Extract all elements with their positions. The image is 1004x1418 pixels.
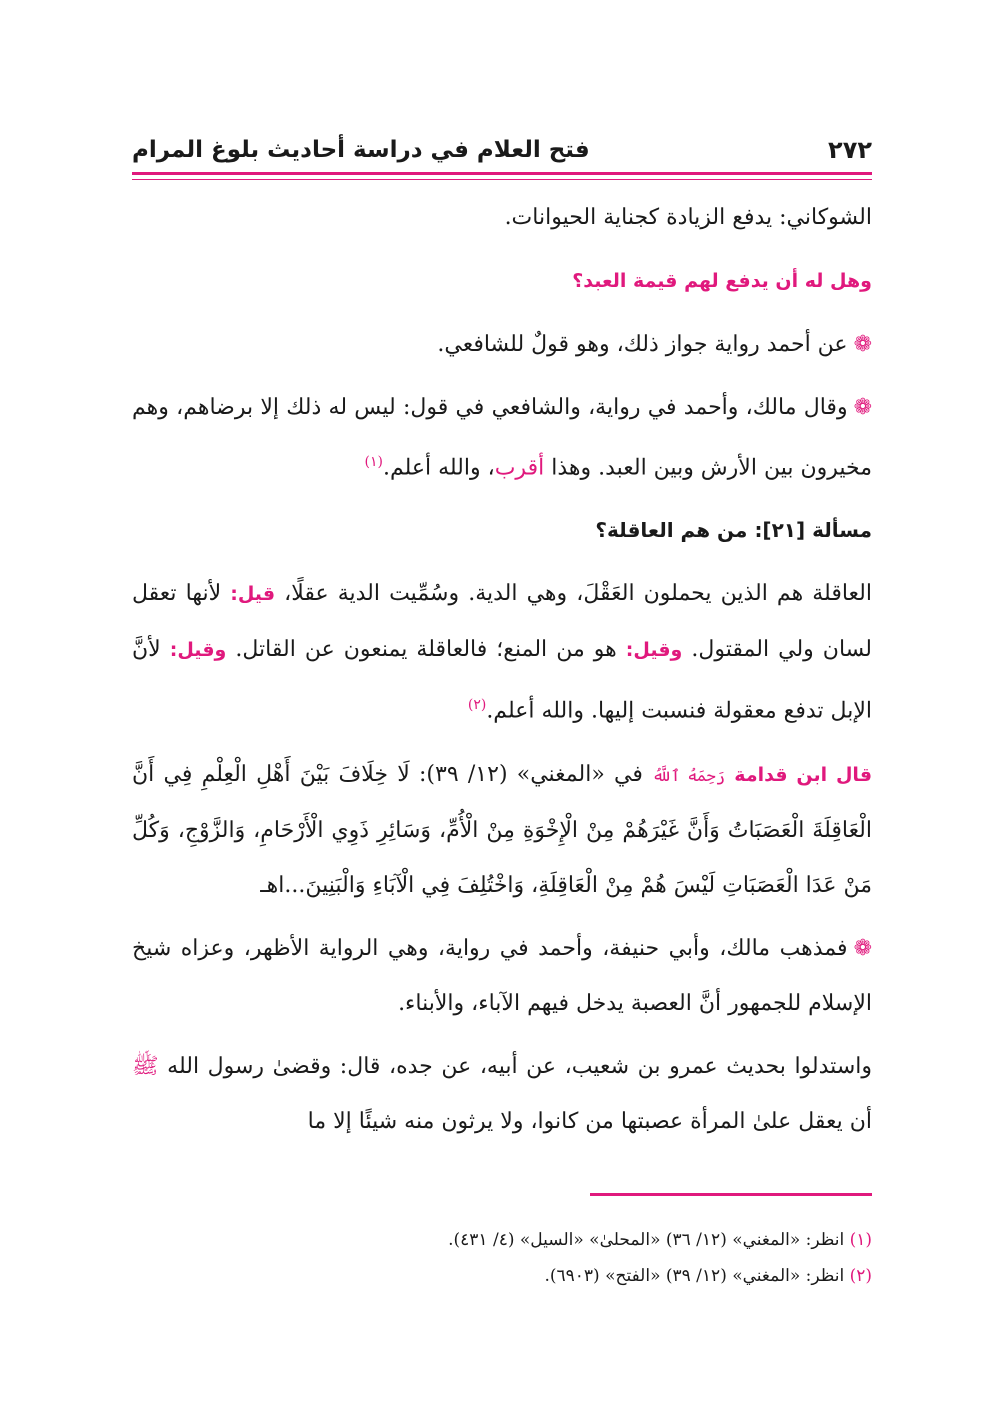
footnote-text: انظر: «المغني» (١٢/ ٣٦) «المحلىٰ» «السيل» (٤/ ٤٣١). <box>448 1230 845 1250</box>
text-segment: لأنَّ الإبل تدفع معقولة فنسبت إليها. والله أعلم. <box>132 637 872 724</box>
bullet-text: عن أحمد رواية جواز ذلك، وهو قولٌ للشافعي. <box>437 332 848 357</box>
flower-bullet-icon: ❁ <box>853 395 872 420</box>
qil-label: وقيل: <box>625 639 683 662</box>
quote-speaker: قال ابن قدامة <box>734 763 873 786</box>
footnote-2 <box>132 1258 872 1294</box>
quote-text: في «المغني» (١٢/ ٣٩): لَا خِلَافَ بَيْنَ أَهْلِ الْعِلْمِ فِي أَنَّ الْعَاقِلَةَ الْعَصَبَاتُ وَأَنَّ غَيْرَهُمْ مِنْ الْإِخْوَةِ مِنْ الْأُمِّ، وَسَائِرِ ذَوِي الْأَرْحَامِ، وَالزَّوْجِ، وَكُلِّ مَنْ عَدَا الْعَصَبَاتِ لَيْسَ هُمْ مِنْ الْعَاقِلَةِ، وَاخْتُلِفَ فِي الْآبَاءِ وَالْبَنِينَ...اهـ <box>132 761 872 898</box>
footnote-ref-1[interactable]: (١) <box>364 454 383 470</box>
bullet-text: وقال مالك، وأحمد في رواية، والشافعي في قول: ليس له ذلك إلا برضاهم، وهم مخيرون بين الأرش وبين العبد. وهذا <box>132 395 872 481</box>
question-text: وهل له أن يدفع لهم قيمة العبد؟ <box>572 270 872 292</box>
highlight-aqrab: أقرب <box>494 455 545 481</box>
book-title: فتح العلام في دراسة أحاديث بلوغ المرام <box>132 137 590 163</box>
page-header <box>132 130 872 170</box>
qil-label: قيل: <box>230 583 276 606</box>
bullet-text: فمذهب مالك، وأبي حنيفة، وأحمد في رواية، وهي الرواية الأظهر، وعزاه شيخ الإسلام للجمهور أنَّ العصبة يدخل فيهم الآباء، والأبناء. <box>132 935 872 1016</box>
bullet-end: ، والله أعلم. <box>382 455 495 481</box>
flower-bullet-icon: ❁ <box>853 332 872 357</box>
footnote-rule <box>590 1193 872 1196</box>
paragraph-shawkani: الشوكاني: يدفع الزيادة كجناية الحيوانات. <box>504 205 872 230</box>
section-label: مسألة [٢١]: <box>754 518 872 543</box>
page-number: ٢٧٢ <box>828 136 872 164</box>
salawat-icon: ﷺ <box>132 1053 159 1079</box>
text-segment: أن يعقل علىٰ المرأة عصبتها من كانوا، ولا يرثون منه شيئًا إلا ما <box>307 1108 872 1134</box>
header-rule-thin <box>132 179 872 180</box>
footnote-1 <box>132 1222 872 1258</box>
bullet-madhhab <box>132 921 872 1031</box>
text-segment: هو من المنع؛ فالعاقلة يمنعون عن القاتل. <box>235 637 617 663</box>
text-segment: العاقلة هم الذين يحملون العَقْلَ، وهي الدية. وسُمِّيت الدية عقلًا، <box>284 581 872 607</box>
footnote-mark: (١) <box>849 1230 872 1250</box>
header-rule-thick <box>132 172 872 175</box>
footnote-text: انظر: «المغني» (١٢/ ٣٩) «الفتح» (٦٩٠٣). <box>544 1266 845 1286</box>
bullet-ahmad <box>132 317 872 372</box>
honorific: رَحِمَهُ ٱللَّهُ <box>652 765 726 785</box>
text-segment: واستدلوا بحديث عمرو بن شعيب، عن أبيه، عن جده، قال: وقضىٰ رسول الله <box>167 1053 872 1079</box>
footnotes <box>132 1222 872 1294</box>
paragraph-ibn-qudama-quote <box>132 747 872 913</box>
section-title: من هم العاقلة؟ <box>595 518 748 543</box>
footnote-mark: (٢) <box>849 1266 872 1286</box>
paragraph-evidence <box>132 1039 872 1149</box>
footnote-ref-2[interactable]: (٢) <box>467 697 487 714</box>
question-heading <box>132 253 872 309</box>
flower-bullet-icon: ❁ <box>853 935 872 961</box>
bullet-malik <box>132 380 872 495</box>
text-segment: لأنها تعقل لسان ولي المقتول. <box>132 581 872 663</box>
section-heading <box>132 503 872 558</box>
page-body <box>132 190 872 1149</box>
paragraph-aqila-definition <box>132 566 872 738</box>
qil-label: وقيل: <box>169 639 227 662</box>
